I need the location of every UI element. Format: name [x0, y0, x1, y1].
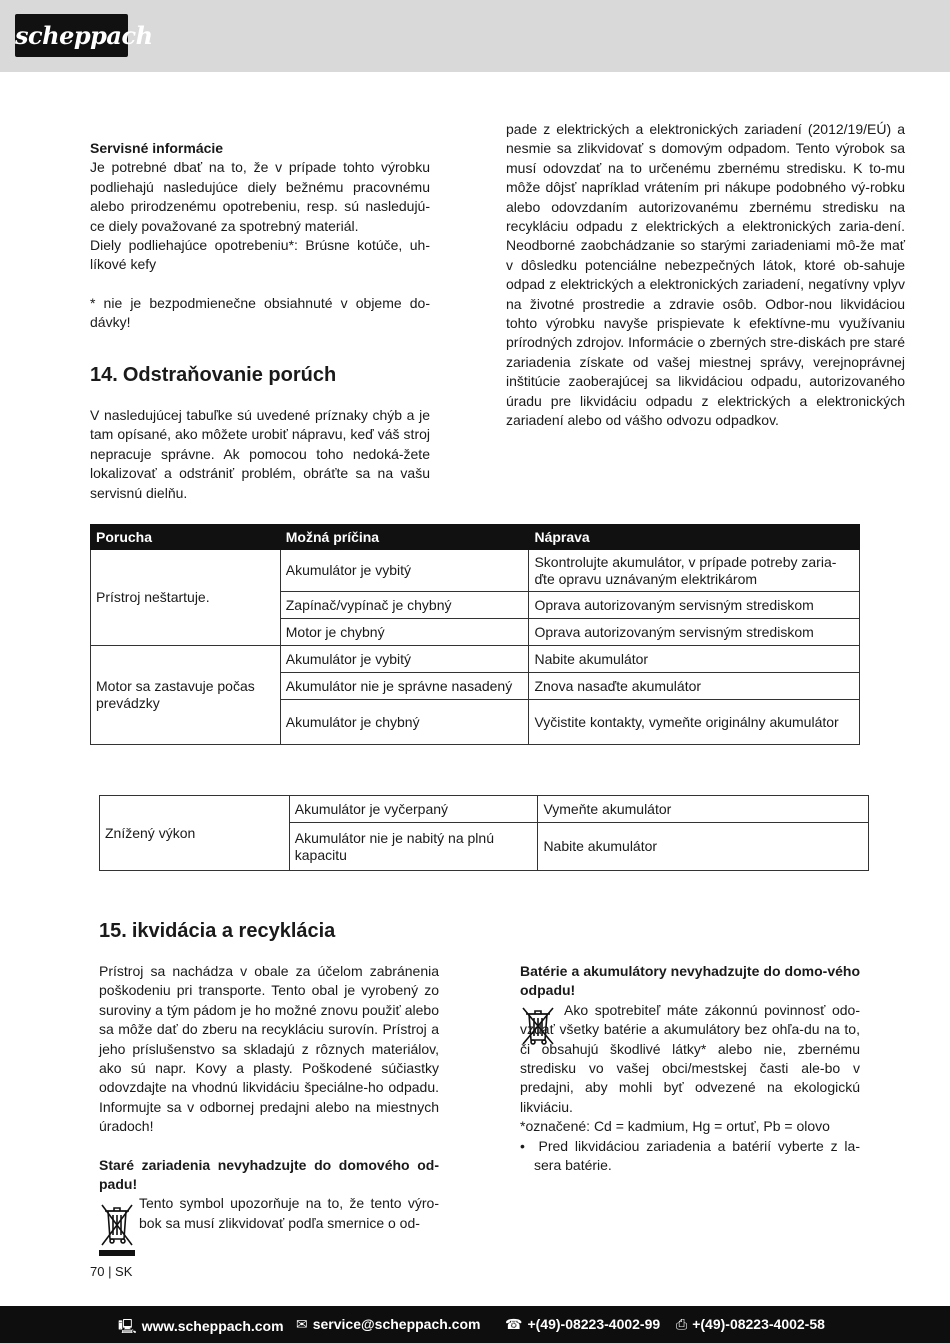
table-header-row — [91, 525, 860, 550]
table-row — [91, 646, 860, 673]
fax-icon: ⎙ — [676, 1316, 688, 1332]
fault-cell: Motor sa zastavuje počas prevádzky — [91, 646, 281, 745]
cause-cell: Akumulátor je chybný — [280, 700, 529, 745]
scheppach-logo: scheppach — [15, 14, 128, 57]
service-info-p3: * nie je bezpodmienečne obsiahnuté v objeme do-dávky! — [90, 294, 430, 331]
section-15-number: 15. — [99, 920, 127, 942]
section-15-right — [520, 962, 860, 1175]
fault-cell: Znížený výkon — [100, 796, 290, 871]
table-row — [100, 796, 869, 823]
section-14-intro — [90, 406, 430, 503]
troubleshooting-table-2 — [99, 795, 869, 871]
computer-icon: 🖳 — [118, 1318, 137, 1334]
bullet-text: Pred likvidáciou zariadenia a batérií vyberte z la-sera batérie. — [534, 1137, 860, 1174]
remedy-cell: Vymeňte akumulátor — [538, 796, 869, 823]
weee-text — [506, 120, 905, 431]
footer-fax — [676, 1316, 825, 1333]
remedy-cell: Oprava autorizovaným servisným strediskom — [529, 619, 860, 646]
footer-web-text: www.scheppach.com — [141, 1318, 284, 1334]
cause-cell: Akumulátor nie je nabitý na plnú kapacitu — [289, 823, 538, 871]
page-number: 70 | SK — [90, 1264, 133, 1279]
cause-cell: Zapínač/vypínač je chybný — [280, 592, 529, 619]
service-info-title: Servisné informácie — [90, 140, 224, 156]
section-14-heading — [90, 364, 336, 387]
mail-icon: ✉ — [296, 1316, 308, 1332]
section-15-title: ikvidácia a recyklácia — [131, 920, 336, 942]
footer-bar — [0, 1306, 950, 1343]
phone-icon: ☎ — [505, 1316, 523, 1332]
troubleshooting-table — [90, 524, 860, 745]
section-15-heading — [99, 920, 335, 943]
header-bar — [0, 0, 950, 72]
footer-phone[interactable] — [505, 1316, 660, 1333]
cause-cell: Akumulátor je vybitý — [280, 646, 529, 673]
section-15-left — [99, 962, 439, 1233]
service-info — [90, 139, 430, 333]
bullet-item: • Pred likvidáciou zariadenia a batérií vyberte z la-sera batérie. — [520, 1137, 860, 1174]
section-15-p1: Prístroj sa nachádza v obale za účelom zabránenia poškodeniu pri transporte. Tento obal je vyrobený zo suroviny a tým pádom je ho možné znovu použiť alebo sa môže dať do zberu na recykláciu surovín. Prístroj a jeho príslušenstvo sa skladajú z rôznych materiálov, ako sú napr. Kovy a plasty. Poškodené súčiastky odovzdajte na vhodnú likvidáciu špeciálne-ho odpadu. Informujte sa v odbornej predajni alebo na miestnych úradoch! — [99, 963, 439, 1135]
cause-cell: Akumulátor je vyčerpaný — [289, 796, 538, 823]
service-info-p2: Diely podliehajúce opotrebeniu*: Brúsne kotúče, uh-líkové kefy — [90, 237, 430, 273]
remedy-cell: Nabite akumulátor — [529, 646, 860, 673]
table-row — [91, 550, 860, 592]
remedy-cell: Znova nasaďte akumulátor — [529, 673, 860, 700]
footer-fax-text: +(49)-08223-4002-58 — [692, 1316, 825, 1332]
remedy-cell: Nabite akumulátor — [538, 823, 869, 871]
crossed-bin-icon — [99, 1201, 135, 1257]
remedy-cell: Oprava autorizovaným servisným strediskom — [529, 592, 860, 619]
service-info-p1: Je potrebné dbať na to, že v prípade tohto výrobku podliehajú nasledujúce diely bežnému pracovnému alebo prirodzenému opotrebeniu, resp. sú nasledujú-ce diely považované za spotrebný materiál. — [90, 159, 430, 234]
section-14-number: 14. — [90, 364, 118, 386]
cause-cell: Akumulátor nie je správne nasadený — [280, 673, 529, 700]
section-14-title: Odstraňovanie porúch — [122, 364, 337, 386]
fault-cell: Prístroj neštartuje. — [91, 550, 281, 646]
section-14-text: V nasledujúcej tabuľke sú uvedené príznaky chýb a je tam opísané, ako môžete urobiť nápravu, keď váš stroj nepracuje správne. Ak pomocou toho nedoká-žete lokalizovať a odstrániť problém, obráťte sa na vašu servisnú dielňu. — [90, 407, 430, 501]
cause-cell: Akumulátor je vybitý — [280, 550, 529, 592]
remedy-cell: Skontrolujte akumulátor, v prípade potreby zaria-ďte opravu uznávaným elektrikárom — [529, 550, 860, 592]
footer-phone-text: +(49)-08223-4002-99 — [527, 1316, 661, 1332]
header-cause: Možná príčina — [280, 525, 529, 550]
cause-cell: Motor je chybný — [280, 619, 529, 646]
remedy-cell: Vyčistite kontakty, vymeňte originálny akumulátor — [529, 700, 860, 745]
crossed-bin-icon — [520, 1004, 556, 1046]
old-devices-text: Tento symbol upozorňuje na to, že tento výro-bok sa musí zlikvidovať podľa smernice o od- — [139, 1195, 439, 1231]
footer-email[interactable] — [296, 1316, 480, 1333]
old-devices-title: Staré zariadenia nevyhadzujte do domového od-padu! — [99, 1156, 439, 1193]
footer-web[interactable] — [118, 1316, 284, 1340]
batteries-text: Ako spotrebiteľ máte zákonnú povinnosť odo-vzdať všetky batérie a akumulátory bez ohľa-du na to, či obsahujú škodlivé látky* alebo nie, zbernému stredisku vo vašej obci/mestskej časti ale-bo v predajni, aby mohli byť odvezené na ekologickú likviáciu. — [520, 1001, 860, 1115]
footer-email-text: service@scheppach.com — [312, 1316, 481, 1332]
batteries-title: Batérie a akumulátory nevyhadzujte do domo-vého odpadu! — [520, 963, 860, 999]
weee-paragraph: pade z elektrických a elektronických zariadení (2012/19/EÚ) a nesmie sa zlikvidovať s domovým odpadom. Tento výrobok sa musí odovzdať na to určenému zbernému stredisku. K to-mu môže dôjsť napríklad vrátením pri nákupe podobného vý-robku alebo odovzdaním autorizovanému zbernému stredisku na recykláciu odpadu z elektrických a elektronických zaria-dení. Neodborné zaobchádzanie so starými zariadeniami mô-že mať v dôsledku potenciálne nebezpečných látok, ktoré ob-sahuje odpad z elektrických a elektronických zariadení, negatívny vplyv na životné prostredie a zdravie osôb. Odbor-nou likvidáciou tohto výrobku navyše prispievate k efektívne-mu využívaniu prírodných zdrojov. Informácie o zberných stre-diskách pre staré zariadenia získate od vašej miestnej správy, verejnoprávnej inštitúcie zaoberajúcej sa likvidáciou odpadu, autorizovaného úradu pre likvidáciu odpadu z elektrických a elektronických zariadení alebo od vášho odvozu odpadkov. — [506, 121, 905, 429]
marking-text: *označené: Cd = kadmium, Hg = ortuť, Pb = olovo — [520, 1118, 830, 1135]
header-fault: Porucha — [91, 525, 281, 550]
header-remedy: Náprava — [529, 525, 860, 550]
